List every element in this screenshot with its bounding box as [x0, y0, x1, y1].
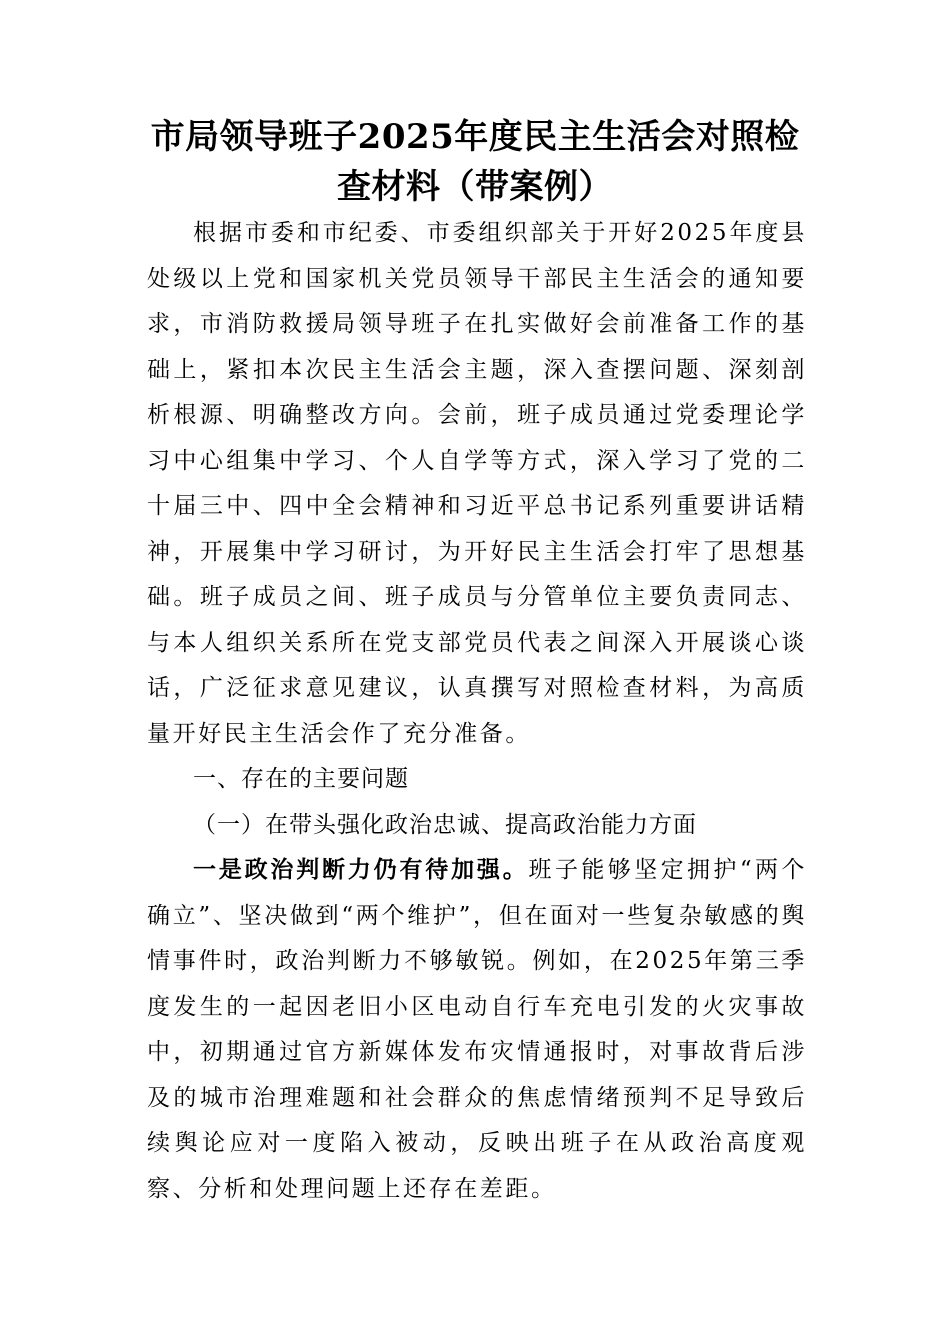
point-body-1: 班子能够坚定拥护“两个确立”、坚决做到“两个维护”，但在面对一些复杂敏感的舆情事件时，政治判断力不够敏锐。例如，在2025年第三季度发生的一起因老旧小区电动自行车充电引发的火灾事故中，初期通过官方新媒体发布灾情通报时，对事故背后涉及的城市治理难题和社会群众的焦虑情绪预判不足导致后续舆论应对一度陷入被动，反映出班子在从政治高度观察、分析和处理问题上还存在差距。 [147, 857, 808, 1202]
document-title: 市局领导班子2025年度民主生活会对照检查材料（带案例） [150, 117, 800, 207]
subsection-heading-political: （一）在带头强化政治忠诚、提高政治能力方面 [193, 811, 697, 838]
point-lead-1: 一是政治判断力仍有待加强。 [193, 857, 529, 883]
section-heading-problems: 一、存在的主要问题 [193, 766, 409, 792]
intro-paragraph: 根据市委和市纪委、市委组织部关于开好2025年度县处级以上党和国家机关党员领导干部民主生活会的通知要求，市消防救援局领导班子在扎实做好会前准备工作的基础上，紧扣本次民主生活会主题，深入查摆问题、深刻剖析根源、明确整改方向。会前，班子成员通过党委理论学习中心组集中学习、个人自学等方式，深入学习了党的二十届三中、四中全会精神和习近平总书记系列重要讲话精神，开展集中学习研讨，为开好民主生活会打牢了思想基础。班子成员之间、班子成员与分管单位主要负责同志、与本人组织关系所在党支部党员代表之间深入开展谈心谈话，广泛征求意见建议，认真撰写对照检查材料，为高质量开好民主生活会作了充分准备。 [147, 220, 807, 747]
document-body [147, 211, 807, 1212]
point-paragraph-1 [147, 848, 807, 1212]
